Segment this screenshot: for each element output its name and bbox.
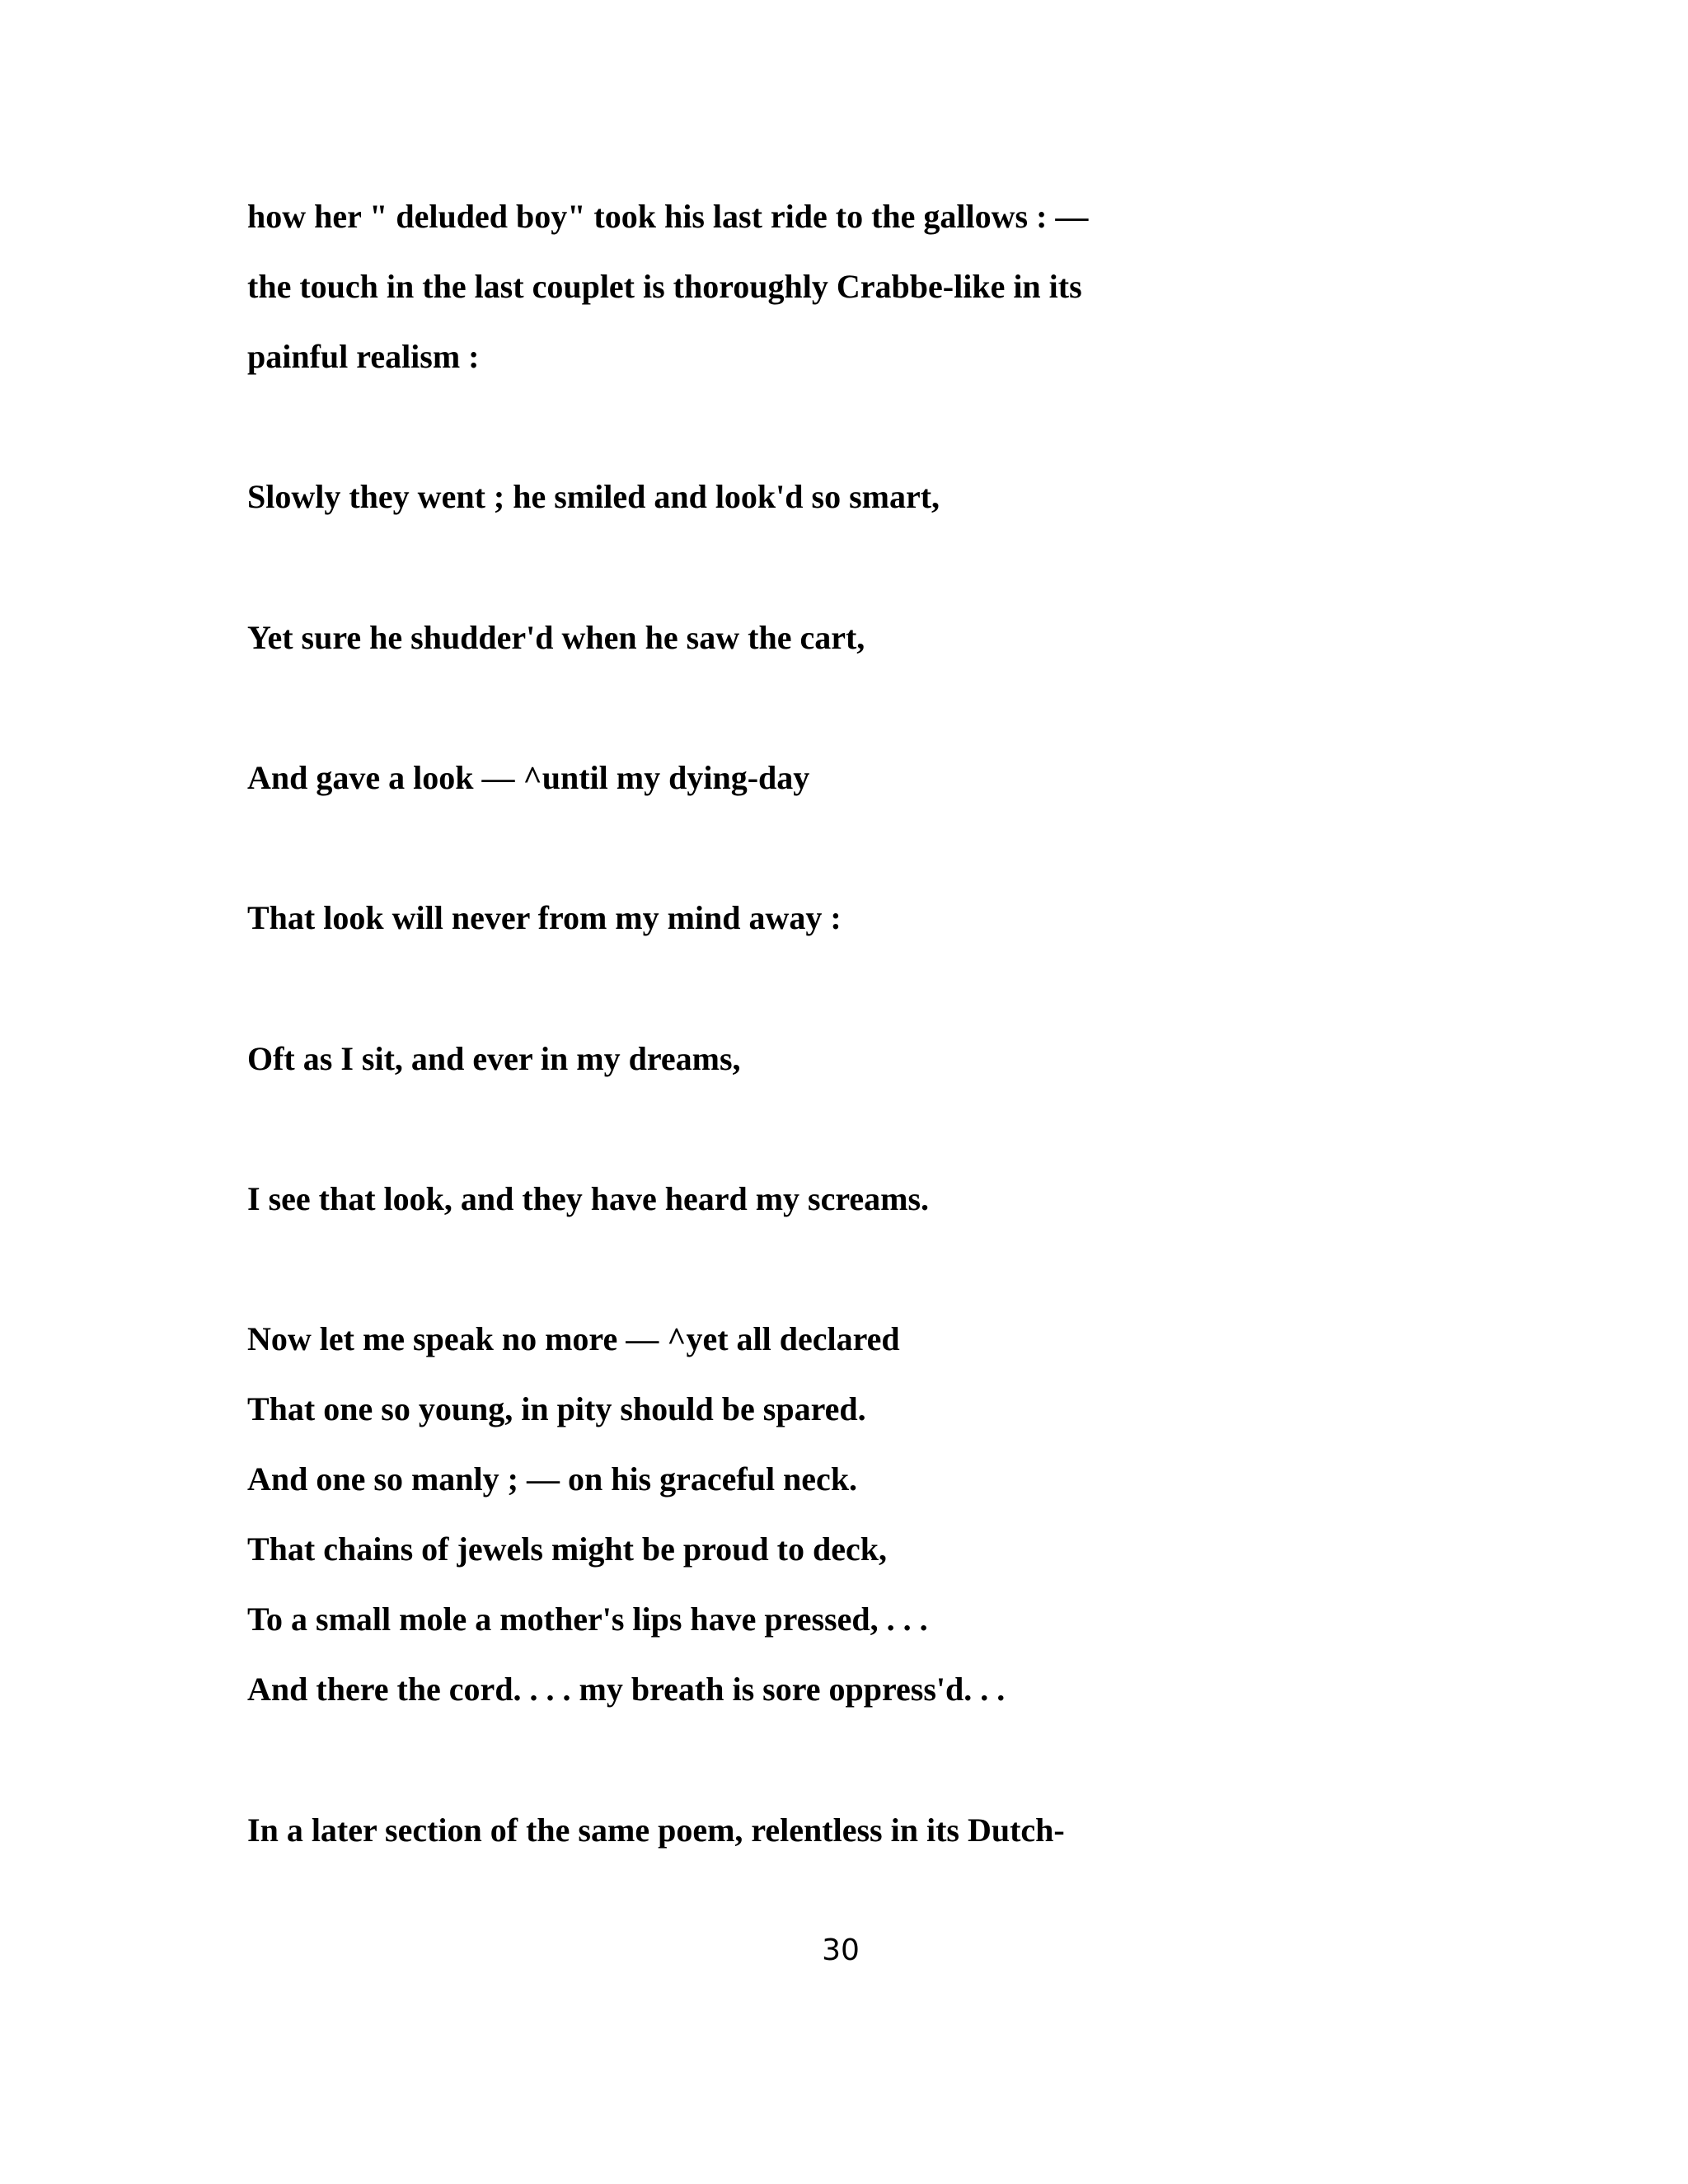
poem-line-5: Oft as I sit, and ever in my dreams,	[247, 1040, 741, 1077]
prose-line-1: how her " deluded boy" took his last ride to the gallows : —	[247, 198, 1089, 235]
prose-line-4: In a later section of the same poem, relentless in its Dutch-	[247, 1811, 1065, 1849]
page-number: 30	[822, 1933, 860, 1967]
poem-line-6: I see that look, and they have heard my screams.	[247, 1180, 930, 1217]
prose-line-3: painful realism :	[247, 338, 480, 375]
poem-line-9: And one so manly ; — on his graceful neck.	[247, 1460, 858, 1497]
poem-line-12: And there the cord. . . . my breath is sore oppress'd. . .	[247, 1671, 1006, 1708]
poem-line-4: That look will never from my mind away :	[247, 899, 842, 936]
poem-line-8: That one so young, in pity should be spared.	[247, 1390, 866, 1427]
poem-line-7: Now let me speak no more — ^yet all declared	[247, 1320, 900, 1357]
poem-line-1: Slowly they went ; he smiled and look'd so smart,	[247, 478, 940, 515]
prose-line-2: the touch in the last couplet is thoroughly Crabbe-like in its	[247, 268, 1082, 305]
poem-line-10: That chains of jewels might be proud to deck,	[247, 1530, 887, 1568]
poem-line-2: Yet sure he shudder'd when he saw the cart,	[247, 619, 865, 656]
poem-line-3: And gave a look — ^until my dying-day	[247, 759, 810, 796]
poem-line-11: To a small mole a mother's lips have pressed, . . .	[247, 1601, 928, 1638]
